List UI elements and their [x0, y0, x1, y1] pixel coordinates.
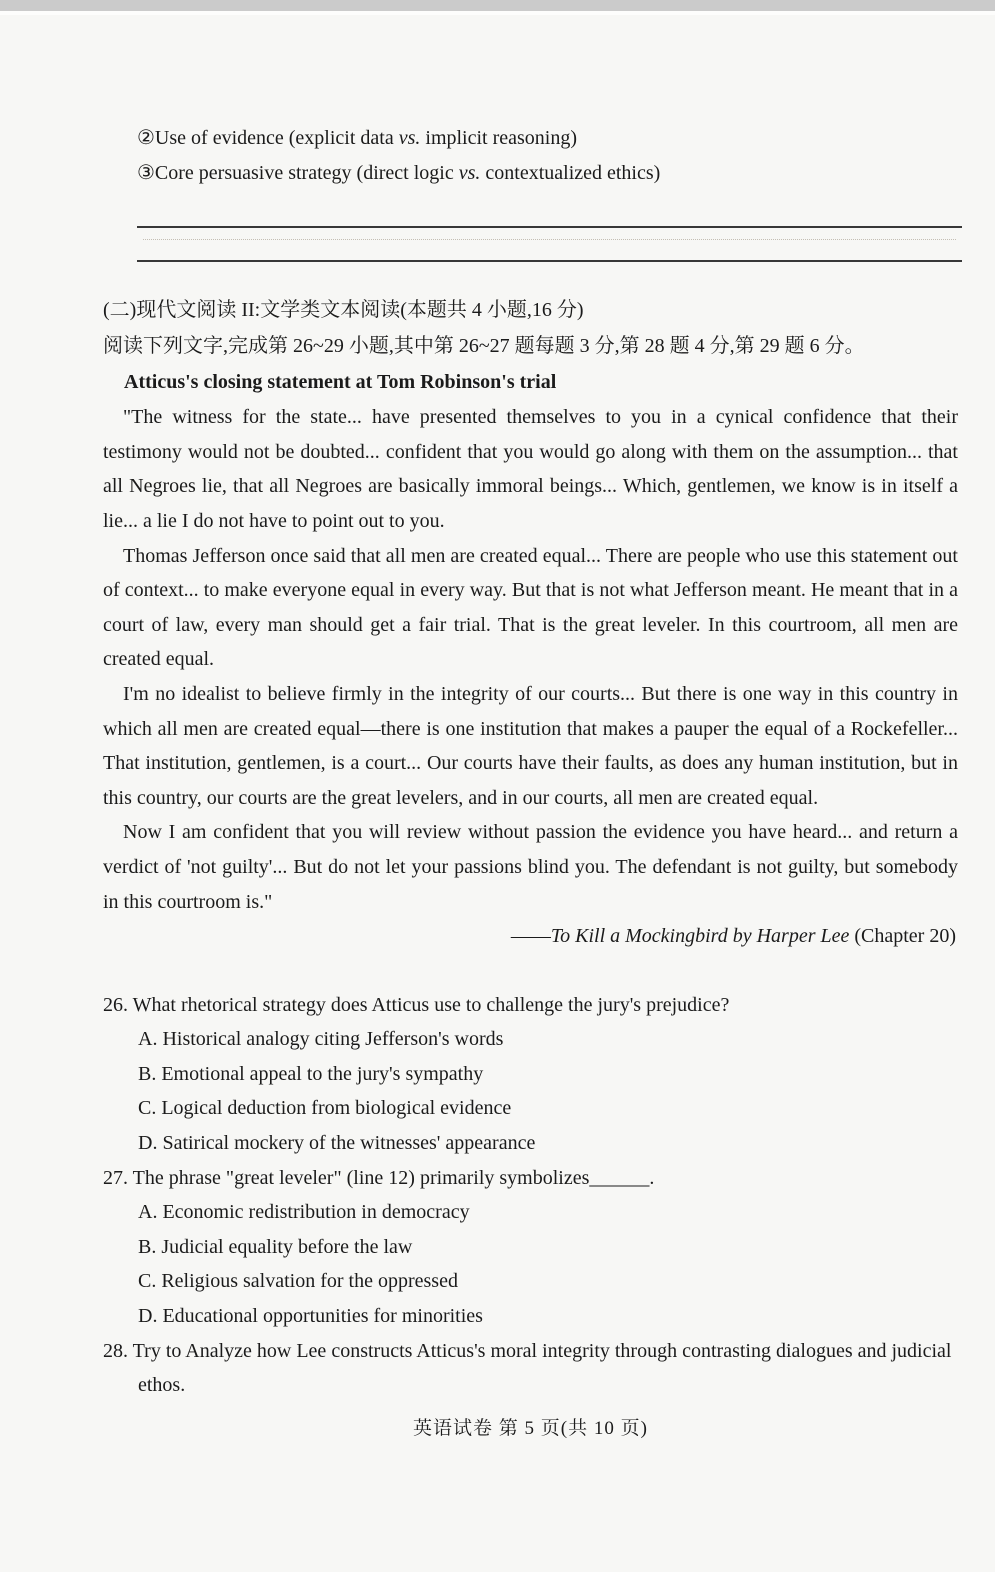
item-vs-italic: vs.	[458, 161, 481, 184]
answer-blank-area	[137, 226, 962, 262]
item-text: contextualized ethics)	[480, 161, 661, 184]
section-title: (二)现代文阅读 II:文学类文本阅读(本题共 4 小题,16 分)	[103, 299, 584, 322]
scan-artifact-dotted-line	[143, 239, 956, 240]
question-text: What rhetorical strategy does Atticus use to challenge the jury's prejudice?	[132, 993, 730, 1016]
question-28	[103, 1334, 958, 1403]
answer-line-2	[137, 260, 962, 262]
section-header-block	[103, 292, 958, 400]
question-26-option-a: A. Historical analogy citing Jefferson's words	[138, 1028, 504, 1051]
passage-paragraph-1: "The witness for the state... have presented themselves to you in a cynical confidence that their testimony would not be doubted... confident that you would go along with them on the assumption... that all Negroes lie, that all Negroes are basically immoral beings... Which, gentlemen, we know is in itself a lie... a lie I do not have to point out to you.	[103, 406, 958, 532]
question-27-option-d: D. Educational opportunities for minorities	[138, 1305, 483, 1328]
question-26-option-d: D. Satirical mockery of the witnesses' appearance	[138, 1132, 536, 1155]
question-26	[103, 988, 958, 1161]
exam-page	[0, 15, 995, 1446]
attribution-chapter: (Chapter 20)	[849, 925, 956, 948]
question-28-stem	[103, 1334, 958, 1403]
item-text: implicit reasoning)	[420, 127, 578, 149]
item-vs-italic: vs.	[398, 127, 421, 149]
item-text: ②Use of evidence (explicit data	[137, 127, 399, 149]
attribution-dash: ——	[510, 925, 551, 948]
question-26-option-b: B. Emotional appeal to the jury's sympathy	[138, 1062, 484, 1085]
list-item-strategy	[137, 156, 958, 191]
passage-attribution	[103, 919, 958, 954]
question-27-option-a: A. Economic redistribution in democracy	[138, 1201, 470, 1224]
question-27	[103, 1161, 958, 1334]
passage-paragraph-4: Now I am confident that you will review without passion the evidence you have heard... and return a verdict of 'not guilty'... But do not let your passions blind you. The defendant is not guilty, but somebody in this courtroom is."	[103, 821, 958, 913]
question-27-option-b: B. Judicial equality before the law	[138, 1235, 413, 1258]
reading-passage	[103, 400, 958, 954]
passage-title: Atticus's closing statement at Tom Robinson's trial	[124, 371, 557, 394]
list-item-evidence	[137, 121, 958, 156]
section-instructions: 阅读下列文字,完成第 26~29 小题,其中第 26~27 题每题 3 分,第 28 题 4 分,第 29 题 6 分。	[103, 335, 865, 358]
question-26-option-c: C. Logical deduction from biological evidence	[138, 1097, 512, 1120]
page-footer: 英语试卷 第 5 页(共 10 页)	[413, 1417, 648, 1439]
question-number: 27.	[103, 1166, 128, 1189]
question-27-stem	[103, 1161, 958, 1196]
item-text: ③Core persuasive strategy (direct logic	[137, 161, 459, 184]
question-number: 28.	[103, 1339, 128, 1362]
question-27-option-c: C. Religious salvation for the oppressed	[138, 1270, 458, 1293]
answer-line-1	[137, 226, 962, 228]
question-26-stem	[103, 988, 958, 1023]
comparison-points-list	[103, 121, 958, 190]
question-text: Try to Analyze how Lee constructs Atticus's moral integrity through contrasting dialogues and judicial ethos.	[132, 1339, 952, 1397]
passage-paragraph-3: I'm no idealist to believe firmly in the integrity of our courts... But there is one way in this country in which all men are created equal—there is one institution that makes a pauper the equal of a Rockefeller... That institution, gentlemen, is a court... Our courts have their faults, as does any human institution, but in this country, our courts are the great levelers, and in our courts, all men are created equal.	[103, 682, 958, 809]
question-number: 26.	[103, 993, 128, 1016]
questions-block	[103, 988, 958, 1403]
scan-top-bar	[0, 0, 995, 15]
attribution-source-italic: To Kill a Mockingbird by Harper Lee	[550, 925, 850, 948]
passage-paragraph-2: Thomas Jefferson once said that all men are created equal... There are people who use this statement out of context... to make everyone equal in every way. But that is not what Jefferson meant. He meant that in a court of law, every man should get a fair trial. That is the great leveler. In this courtroom, all men are created equal.	[103, 544, 958, 671]
question-text: The phrase "great leveler" (line 12) primarily symbolizes______.	[132, 1166, 655, 1189]
